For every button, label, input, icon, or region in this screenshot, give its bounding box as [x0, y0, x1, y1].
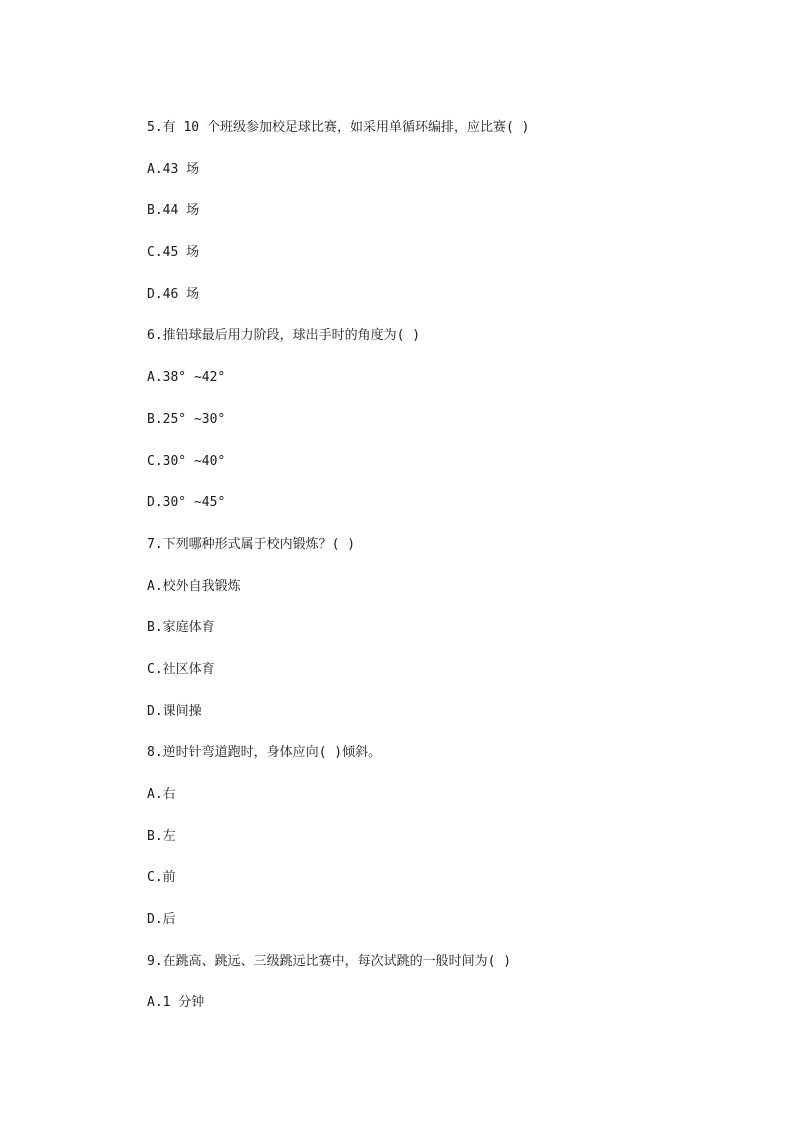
question-8-option-c: C.前 — [147, 870, 176, 886]
question-9-stem: 9.在跳高、跳远、三级跳远比赛中，每次试跳的一般时间为( ) — [147, 953, 512, 969]
question-list — [147, 118, 767, 1035]
question-5-stem: 5.有 10 个班级参加校足球比赛，如采用单循环编排，应比赛( ) — [147, 120, 530, 135]
question-6-option-d: D.30° ~45° — [147, 495, 226, 511]
question-6-option-b: B.25° ~30° — [147, 411, 226, 427]
question-8-stem: 8.逆时针弯道跑时，身体应向( )倾斜。 — [147, 745, 382, 761]
question-9-option-a: A.1 分钟 — [147, 995, 205, 1011]
question-6-option-a: A.38° ~42° — [147, 370, 226, 386]
question-5-option-d: D.46 场 — [147, 286, 200, 302]
question-7-option-a: A.校外自我锻炼 — [147, 578, 241, 594]
question-7-option-b: B.家庭体育 — [147, 620, 215, 636]
question-7-stem: 7.下列哪种形式属于校内锻炼？( ) — [147, 536, 356, 552]
question-5-option-a: A.43 场 — [147, 161, 200, 177]
question-8-option-a: A.右 — [147, 787, 176, 802]
question-8-option-b: B.左 — [147, 828, 176, 844]
question-7-option-c: C.社区体育 — [147, 661, 215, 677]
question-7-option-d: D.课间操 — [147, 703, 202, 719]
question-5-option-b: B.44 场 — [147, 203, 200, 219]
question-8-option-d: D.后 — [147, 912, 176, 928]
question-5-option-c: C.45 场 — [147, 245, 200, 261]
question-6-option-c: C.30° ~40° — [147, 453, 226, 469]
question-6-stem: 6.推铅球最后用力阶段，球出手时的角度为( ) — [147, 328, 421, 344]
